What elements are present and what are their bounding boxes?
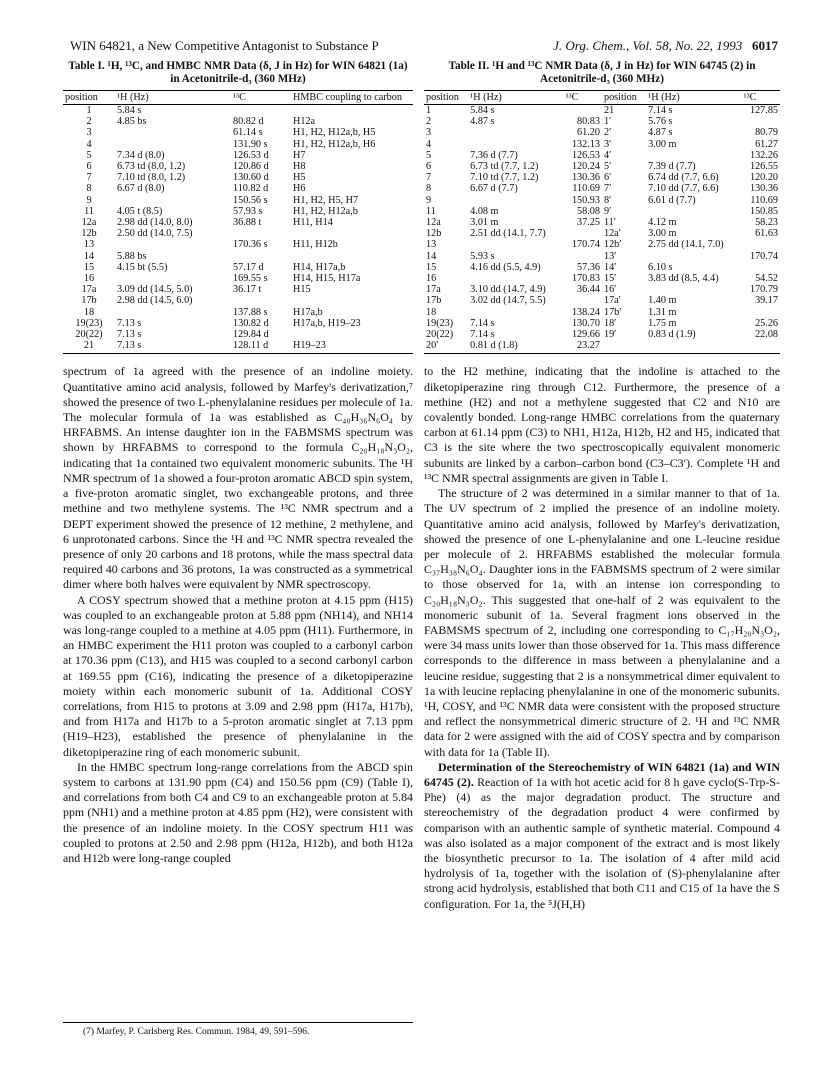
table1-cell: 110.82 d xyxy=(233,183,269,195)
table2-header-position-b: position xyxy=(602,91,646,105)
table2-cell: 19(23) xyxy=(426,317,454,329)
table1-cell: 150.56 s xyxy=(233,194,268,206)
table1-row xyxy=(63,139,413,150)
table2-row xyxy=(424,127,780,138)
table1-row xyxy=(63,251,413,262)
table2-row xyxy=(424,295,780,306)
table1-cell: H15 xyxy=(293,284,311,296)
table2-cell: 129.66 xyxy=(571,329,600,341)
table2-cell: 2.51 dd (14.1, 7.7) xyxy=(470,228,546,240)
table1-row xyxy=(63,262,413,273)
table2-cell xyxy=(602,340,646,354)
table2-cell: 6.73 td (7.7, 1.2) xyxy=(470,161,539,173)
table1-cell: 61.14 s xyxy=(233,127,263,139)
table2-header-position-a: position xyxy=(424,91,468,105)
table2-cell: 17a xyxy=(426,284,441,296)
table2-cell xyxy=(646,340,741,354)
table2-cell: 80.83 xyxy=(577,116,600,128)
table2-row xyxy=(424,183,780,194)
table2-cell: 1.75 m xyxy=(648,317,677,329)
table1-cell: 19(23) xyxy=(75,317,103,329)
table2-cell: 11 xyxy=(426,205,436,217)
table2-cell: 2.75 dd (14.1, 7.0) xyxy=(648,239,724,251)
table1-row xyxy=(63,273,413,284)
table1-cell: H1, H2, H12a,b xyxy=(293,205,358,217)
footnote-text: (7) Marfey, P. Carlsberg Res. Commun. 1984, 49, 591–596. xyxy=(83,1027,310,1037)
table1-cell: 17b xyxy=(81,295,97,307)
table1-cell: 4 xyxy=(86,138,92,150)
table2-cell: 80.79 xyxy=(755,127,778,139)
table2-cell: 130.36 xyxy=(571,172,600,184)
table1-cell: 12a xyxy=(81,217,97,229)
table1-row xyxy=(63,228,413,239)
table2-row xyxy=(424,195,780,206)
table2-cell: 120.20 xyxy=(749,172,778,184)
right-column xyxy=(424,60,780,912)
table2-cell: 58.23 xyxy=(755,217,778,229)
table2-cell: 4 xyxy=(426,138,432,150)
table1-cell: 57.93 s xyxy=(233,205,263,217)
table1-header-13c: ¹³C xyxy=(231,91,291,105)
table1-cell xyxy=(115,127,231,138)
table2-row xyxy=(424,239,780,250)
table2-row xyxy=(424,161,780,172)
table1-cell: 4.15 bt (5.5) xyxy=(117,261,168,273)
table1-cell: 169.55 s xyxy=(233,273,268,285)
table2 xyxy=(424,90,780,354)
table2-cell: 6.10 s xyxy=(648,261,673,273)
table2-cell: 5.93 s xyxy=(470,250,495,262)
table1-cell: 5.84 s xyxy=(117,105,142,116)
table2-cell: 9′ xyxy=(603,205,612,217)
table1-cell: 5 xyxy=(86,149,92,161)
table1-row xyxy=(63,161,413,172)
table2-cell: 61.20 xyxy=(577,127,600,139)
table1-cell: 6 xyxy=(86,161,92,173)
table1-cell: H14, H17a,b xyxy=(293,261,346,273)
table2-cell: 7.10 dd (7.7, 6.6) xyxy=(648,183,719,195)
table1-cell: 1 xyxy=(86,105,92,116)
table1-row xyxy=(63,150,413,161)
table2-cell: 4.87 s xyxy=(470,116,495,128)
table1-cell: H12a xyxy=(293,116,316,128)
table2-row xyxy=(424,105,780,117)
table1-row xyxy=(63,318,413,329)
table1-row xyxy=(63,183,413,194)
table2-cell: 5 xyxy=(426,149,432,161)
table2-cell: 7.39 d (7.7) xyxy=(648,161,696,173)
table2-cell: 126.53 xyxy=(571,149,600,161)
table2-cell: 20(22) xyxy=(426,329,454,341)
table1-cell: 129.84 d xyxy=(233,329,269,341)
table1-cell: 17a xyxy=(81,284,97,296)
table2-row xyxy=(424,329,780,340)
table2-cell: 150.85 xyxy=(749,205,778,217)
table2-row xyxy=(424,172,780,183)
table2-cell: 4.12 m xyxy=(648,217,677,229)
table2-body xyxy=(424,105,780,354)
table2-cell: 19′ xyxy=(603,329,617,341)
table2-cell: 13 xyxy=(426,239,437,251)
table1-cell: 5.88 bs xyxy=(117,250,147,262)
table1-cell xyxy=(291,329,413,340)
table1-caption: Table I. ¹H, ¹³C, and HMBC NMR Data (δ, J in Hz) for WIN 64821 (1a) in Acetonitrile-d₃ (360 MHz) xyxy=(68,60,408,85)
table2-cell: 18′ xyxy=(603,317,617,329)
table2-cell: 170.74 xyxy=(571,239,600,251)
table2-row xyxy=(424,139,780,150)
table1-cell: 15 xyxy=(83,261,95,273)
table1-cell: 4.85 bs xyxy=(117,116,147,128)
table2-cell: 110.69 xyxy=(750,194,778,206)
table1-body xyxy=(63,105,413,354)
table1-cell: H1, H2, H12a,b, H5 xyxy=(293,127,376,139)
table1-row xyxy=(63,195,413,206)
table1-row xyxy=(63,284,413,295)
table1-header-hmbc: HMBC coupling to carbon xyxy=(291,91,413,105)
right-paragraph-2: The structure of 2 was determined in a similar manner to that of 1a. The UV spectrum of 2 implied the presence of an indoline moiety. Quantitative amino acid analysis, followed by Marfey's derivatization, showed the presence of one L-phenylalanine and one L-leucine residue per molecule of 2. HRFABMS established the molecular formula C₃₇H₃₈N₆O₄. Daughter ions in the FABMSMS spectrum of 2 were similar to those observed for 1a, with an intense ion corresponding to C₂₀H₁₈N₃O₂. This suggested that one-half of 2 was equivalent to the monomeric subunit of 1a. Several fragment ions observed in the FABMSMS spectrum of 2, including one corresponding to C₁₇H₂₀N₃O₂, were 34 mass units lower than those observed for 1a. This mass difference corresponds to the difference in mass between a phenylalanine and a leucine residue, suggesting that 2 is a nonsymmetrical dimer equivalent to 1a with leucine replacing phenylalanine in one of the monomeric subunits. ¹H, COSY, and ¹³C NMR data were consistent with the proposed structure and reflect the nonsymmetrical dimeric structure of 2. ¹H and ¹³C NMR data for 2 were assigned with the aid of COSY spectra and by comparison with data for 1a (Table II). xyxy=(424,486,780,759)
table2-cell: 5′ xyxy=(603,161,612,173)
right-paragraph-3 xyxy=(424,760,780,912)
running-header-title: WIN 64821, a New Competitive Antagonist to Substance P xyxy=(70,38,379,53)
table2-cell: 12b xyxy=(426,228,442,240)
table2-cell: 14′ xyxy=(603,261,617,273)
table2-header-1h-b: ¹H (Hz) xyxy=(646,91,741,105)
table2-cell: 1 xyxy=(426,105,432,116)
left-paragraph-1: spectrum of 1a agreed with the presence of an indoline moiety. Quantitative amino acid analysis, followed by Marfey's derivatization,⁷ showed the presence of two L-phenylalanine residues per molecule of 1a. The molecular formula of 1a was established as C₄₀H₃₆N₆O₄ by HRFABMS. An intense daughter ion in the FABMSMS spectrum was shown by HRFABMS to correspond to the formula C₂₀H₁₈N₃O₂, indicating that 1a contained two equivalent monomeric subunits. The ¹H NMR spectrum of 1a showed a four-proton aromatic ABCD spin system, a five-proton aromatic singlet, two exchangeable protons, and three methine and two methylene systems. The ¹³C NMR spectrum and a DEPT experiment showed the presence of 12 methine, 2 methylene, and 6 unprotonated carbons. Since the ¹H and ¹³C NMR spectra revealed the presence of only 20 carbons and 18 protons, while the mass spectral data required 40 carbons and 36 protons, 1a was constructed as a symmetrical dimer where both halves were equivalent by NMR spectroscopy. xyxy=(63,364,413,592)
table2-cell: 21 xyxy=(603,105,615,116)
table2-cell: 13′ xyxy=(603,250,617,262)
journal-citation: J. Org. Chem., Vol. 58, No. 22, 1993 xyxy=(553,38,743,53)
table2-cell: 138.24 xyxy=(571,306,600,318)
table2-cell: 16′ xyxy=(603,284,617,296)
table1-cell xyxy=(291,228,413,239)
table2-cell: 3.00 m xyxy=(648,138,677,150)
table1-cell: 120.86 d xyxy=(233,161,269,173)
right-body-text xyxy=(424,364,780,911)
table2-cell: 120.24 xyxy=(571,161,600,173)
page-number: 6017 xyxy=(752,38,778,53)
table2-cell: 17a′ xyxy=(603,295,621,307)
table2-row xyxy=(424,340,780,354)
table1-cell: 137.88 s xyxy=(233,306,268,318)
table2-cell xyxy=(742,239,780,250)
table1-cell: 3.09 dd (14.5, 5.0) xyxy=(117,284,193,296)
table2-cell: 17b′ xyxy=(603,306,622,318)
table1-cell: 130.82 d xyxy=(233,317,269,329)
table2-header-13c-b: ¹³C xyxy=(742,91,780,105)
table2-cell: 5.76 s xyxy=(648,116,673,128)
table2-cell: 12a xyxy=(426,217,441,229)
left-column xyxy=(63,60,413,866)
table2-cell: 3 xyxy=(426,127,432,139)
table2-cell xyxy=(742,307,780,318)
table2-cell: 11′ xyxy=(603,217,617,229)
table2-cell: 4.87 s xyxy=(648,127,673,139)
table1-cell: H5 xyxy=(293,172,306,184)
table1-cell: 2 xyxy=(86,116,92,128)
table1-cell: H11, H12b xyxy=(293,239,338,251)
table2-cell: 39.17 xyxy=(755,295,778,307)
table2-row xyxy=(424,150,780,161)
table2-cell: 127.85 xyxy=(749,105,778,116)
table2-cell xyxy=(468,139,563,150)
table1-cell: 11 xyxy=(84,205,94,217)
table2-cell: 20′ xyxy=(424,340,468,354)
table2-cell: 3′ xyxy=(603,138,612,150)
table2-cell: 3.10 dd (14.7, 4.9) xyxy=(470,284,546,296)
table1-cell: H17a,b xyxy=(293,306,323,318)
table1-cell: 36.17 t xyxy=(233,284,262,296)
table1-cell xyxy=(231,295,291,306)
table2-cell: 6′ xyxy=(603,172,612,184)
table1-cell: 8 xyxy=(86,183,92,195)
table2-cell: 12b′ xyxy=(603,239,622,251)
table2-cell: 9 xyxy=(426,194,432,206)
table2-cell: 25.26 xyxy=(755,317,778,329)
table1-cell: 7.13 s xyxy=(115,340,231,354)
table1-cell xyxy=(291,105,413,117)
table1-cell: H8 xyxy=(293,161,306,173)
table2-cell: 6.74 dd (7.7, 6.6) xyxy=(648,172,719,184)
right-paragraph-3-body: Reaction of 1a with hot acetic acid for 8 h gave cyclo(S-Trp-S-Phe) (4) as the major degradation product. The structure and stereochemistry of the degradation product 4 were confirmed by comparison with an authentic sample of synthetic material. Compound 4 was also isolated as a major component of the extract and is most likely the biosynthetic precursor to 1a. The isolation of 4 after mild acid hydrolysis of 1a, together with the isolation of (S)-phenylalanine after strong acid hydrolysis, established that both C11 and C15 of 1a have the S configuration. For 1a, the ⁵J(H,H) xyxy=(424,774,780,911)
table1-cell: 9 xyxy=(86,194,92,206)
table2-cell: 0.81 d (1.8) xyxy=(468,340,563,354)
table2-cell: 132.26 xyxy=(749,149,778,161)
table1-row xyxy=(63,239,413,250)
table1-cell: H1, H2, H5, H7 xyxy=(293,194,359,206)
table2-cell: 57.36 xyxy=(577,261,600,273)
table1-cell xyxy=(115,273,231,284)
table1 xyxy=(63,90,413,354)
table2-cell: 150.93 xyxy=(571,194,600,206)
table2-cell: 37.25 xyxy=(577,217,600,229)
table2-cell xyxy=(564,105,602,117)
table1-cell: 130.60 d xyxy=(233,172,269,184)
table2-cell xyxy=(646,251,741,262)
table1-row xyxy=(63,105,413,117)
table2-cell: 15 xyxy=(426,261,437,273)
table2-cell xyxy=(564,251,602,262)
table1-cell xyxy=(291,251,413,262)
table2-cell: 132.13 xyxy=(571,138,600,150)
table1-cell xyxy=(115,239,231,250)
table1-cell: 13 xyxy=(83,239,95,251)
table2-cell: 36.44 xyxy=(577,284,600,296)
table2-cell: 6.67 d (7.7) xyxy=(470,183,518,195)
table1-cell: 7.10 td (8.0, 1.2) xyxy=(117,172,186,184)
table2-row xyxy=(424,228,780,239)
table1-cell xyxy=(231,105,291,117)
table1-row xyxy=(63,340,413,354)
left-paragraph-3: In the HMBC spectrum long-range correlations from the ABCD spin system to carbons at 131.90 ppm (C4) and 150.56 ppm (C9) (Table I), and correlations from both C4 and C9 to an exchangeable proton at 5.84 ppm (NH1) and a methine proton at 4.85 ppm (H2), were consistent with the presence of an indoline moiety. In the COSY spectrum H11 was coupled to protons at 2.50 and 2.98 ppm (H12a, H12b), and both H12a and H12b were long-range coupled xyxy=(63,759,413,865)
table2-cell: 3.00 m xyxy=(648,228,677,240)
table2-cell: 7′ xyxy=(603,183,612,195)
table2-cell: 110.69 xyxy=(572,183,600,195)
table1-cell: 57.17 d xyxy=(233,261,264,273)
table2-header-1h-a: ¹H (Hz) xyxy=(468,91,563,105)
table2-cell xyxy=(646,206,741,217)
table2-cell: 7.14 s xyxy=(470,317,495,329)
table1-cell: 20(22) xyxy=(75,329,103,341)
table2-row xyxy=(424,251,780,262)
table2-row xyxy=(424,284,780,295)
table2-cell xyxy=(468,127,563,138)
table2-cell: 1.40 m xyxy=(648,295,677,307)
table1-cell: 4.05 t (8.5) xyxy=(117,205,163,217)
table2-cell xyxy=(468,307,563,318)
table1-row xyxy=(63,295,413,306)
table2-cell: 3.01 m xyxy=(470,217,499,229)
running-header-journal xyxy=(553,38,778,54)
table2-cell xyxy=(646,150,741,161)
table2-cell: 126.55 xyxy=(749,161,778,173)
table2-cell: 54.52 xyxy=(755,273,778,285)
table2-cell xyxy=(564,228,602,239)
table1-cell: H1, H2, H12a,b, H6 xyxy=(293,138,376,150)
table1-cell: 6.73 td (8.0, 1.2) xyxy=(117,161,186,173)
table2-row xyxy=(424,116,780,127)
table2-cell: 58.08 xyxy=(577,205,600,217)
table1-cell: 12b xyxy=(81,228,97,240)
table1-cell: H17a,b, H19–23 xyxy=(293,317,361,329)
table1-cell xyxy=(231,228,291,239)
table2-cell: 17b xyxy=(426,295,442,307)
table2-cell: 14 xyxy=(426,250,437,262)
table2-cell xyxy=(468,195,563,206)
table2-row xyxy=(424,206,780,217)
table2-cell: 3.83 dd (8.5, 4.4) xyxy=(648,273,719,285)
table1-cell: 128.11 d xyxy=(231,340,291,354)
table1-row xyxy=(63,116,413,127)
table1-cell: 6.67 d (8.0) xyxy=(117,183,165,195)
left-paragraph-2: A COSY spectrum showed that a methine proton at 4.15 ppm (H15) was coupled to an exchangeable proton at 5.88 ppm (NH14), and NH14 was long-range coupled to a methine at 4.05 ppm (H11). Furthermore, in an HMBC experiment the H11 proton was coupled to a carbonyl carbon at 170.36 ppm (C13), and H15 was coupled to a second carbonyl carbon at 169.55 ppm (C16), indicating the presence of a diketopiperazine moiety within each monomeric subunit of 1a. Additional COSY correlations, from H15 to protons at 3.09 and 2.98 ppm (H17a, H17b), and from H17a and H17b to a 5-proton aromatic singlet at 7.13 ppm (H19–H23), established the presence of phenylalanine in the diketopiperazine ring of each monomeric subunit. xyxy=(63,592,413,759)
table2-cell: 7.36 d (7.7) xyxy=(470,149,518,161)
table2-cell: 15′ xyxy=(603,273,617,285)
table2-cell xyxy=(468,239,563,250)
table1-cell: 16 xyxy=(83,273,95,285)
table2-cell: 1′ xyxy=(603,116,612,128)
table1-cell: 3 xyxy=(86,127,92,139)
table2-row xyxy=(424,217,780,228)
table2-row xyxy=(424,262,780,273)
table2-cell: 23.27 xyxy=(564,340,602,354)
table2-row xyxy=(424,273,780,284)
table2-cell: 130.70 xyxy=(571,317,600,329)
table2-cell: 3.02 dd (14.7, 5.5) xyxy=(470,295,546,307)
table1-row xyxy=(63,329,413,340)
table2-cell: 61.27 xyxy=(755,138,778,150)
section-heading: Determination of the Stereochemistry of WIN 64821 (1a) and WIN 64745 (2). xyxy=(424,759,780,789)
table2-cell: 6.61 d (7.7) xyxy=(648,194,696,206)
table2-cell: 8 xyxy=(426,183,432,195)
right-paragraph-1: to the H2 methine, indicating that the indoline is attached to the diketopiperazine ring through C12. Furthermore, the presence of a methine (H2) and not a methylene suggested that C2 and N10 are covalently bonded. Long-range HMBC correlations from the quaternary carbon at 61.14 ppm (C3) to NH1, H12a, H12b, H2 and H5, indicated that C3 is the site where the two spectroscopically equivalent monomeric subunits are linked by a carbon–carbon bond (C3–C3′). Complete ¹H and ¹³C NMR spectral assignments are given in Table I. xyxy=(424,364,780,485)
table1-cell xyxy=(115,195,231,206)
table2-cell: 7.14 s xyxy=(470,329,495,341)
table2-cell: 7.10 td (7.7, 1.2) xyxy=(470,172,539,184)
table1-cell: 126.53 d xyxy=(233,149,269,161)
table2-cell: 130.36 xyxy=(749,183,778,195)
table2-cell xyxy=(742,116,780,127)
table2-cell: 22.08 xyxy=(755,329,778,341)
table2-cell: 8′ xyxy=(603,194,612,206)
table2-cell xyxy=(468,273,563,284)
table2-cell: 16 xyxy=(426,273,437,285)
table1-cell: 18 xyxy=(83,306,95,318)
table1-cell: 7.13 s xyxy=(117,329,142,341)
table1-row xyxy=(63,217,413,228)
table2-cell: 4.08 m xyxy=(470,205,499,217)
table2-cell xyxy=(646,284,741,295)
table2-cell: 7 xyxy=(426,172,432,184)
table1-row xyxy=(63,206,413,217)
table2-cell xyxy=(742,262,780,273)
table2-cell: 5.84 s xyxy=(470,105,495,116)
table1-cell: 14 xyxy=(83,250,95,262)
table2-cell: 2 xyxy=(426,116,432,128)
footnote xyxy=(63,1022,413,1037)
table1-cell: 2.98 dd (14.0, 8.0) xyxy=(117,217,193,229)
table1-row xyxy=(63,307,413,318)
table2-cell xyxy=(564,295,602,306)
table1-cell: H7 xyxy=(293,149,306,161)
table2-cell: 2′ xyxy=(603,127,612,139)
table1-cell: 7.34 d (8.0) xyxy=(117,149,165,161)
table1-cell: 36.88 t xyxy=(233,217,262,229)
table1-cell: 7 xyxy=(86,172,92,184)
table1-header-position: position xyxy=(63,91,115,105)
table2-row xyxy=(424,307,780,318)
table1-cell: H19–23 xyxy=(291,340,413,354)
table2-cell: 6 xyxy=(426,161,432,173)
table2-cell xyxy=(742,340,780,354)
table1-cell xyxy=(291,295,413,306)
table1-row xyxy=(63,127,413,138)
table2-header-13c-a: ¹³C xyxy=(564,91,602,105)
table1-cell: 170.36 s xyxy=(233,239,268,251)
table1-cell: 131.90 s xyxy=(233,138,268,150)
table2-cell: 170.83 xyxy=(571,273,600,285)
table2-cell: 61.63 xyxy=(755,228,778,240)
table2-row xyxy=(424,318,780,329)
table1-cell: H11, H14 xyxy=(293,217,333,229)
table1-cell: H6 xyxy=(293,183,306,195)
left-body-text xyxy=(63,364,413,866)
table1-cell xyxy=(231,251,291,262)
table2-cell: 170.74 xyxy=(749,250,778,262)
table1-row xyxy=(63,172,413,183)
table1-cell xyxy=(115,139,231,150)
table1-cell: H14, H15, H17a xyxy=(293,273,361,285)
table2-cell: 12a′ xyxy=(603,228,621,240)
table1-cell xyxy=(115,307,231,318)
table1-cell: 21 xyxy=(63,340,115,354)
table1-cell: 7.13 s xyxy=(117,317,142,329)
table2-cell: 18 xyxy=(426,306,437,318)
table2-caption: Table II. ¹H and ¹³C NMR Data (δ, J in Hz) for WIN 64745 (2) in Acetonitrile-d₃ (360 MHz) xyxy=(448,60,756,85)
table2-cell: 4.16 dd (5.5, 4.9) xyxy=(470,261,541,273)
table2-cell: 0.83 d (1.9) xyxy=(648,329,696,341)
table1-cell: 2.50 dd (14.0, 7.5) xyxy=(117,228,193,240)
table2-cell: 4′ xyxy=(603,149,612,161)
table1-cell: 80.82 d xyxy=(233,116,264,128)
table1-cell: 2.98 dd (14.5, 6.0) xyxy=(117,295,193,307)
table1-header-1h: ¹H (Hz) xyxy=(115,91,231,105)
table2-cell: 1.31 m xyxy=(648,306,677,318)
table2-cell: 7.14 s xyxy=(648,105,673,116)
table2-cell: 170.79 xyxy=(749,284,778,296)
